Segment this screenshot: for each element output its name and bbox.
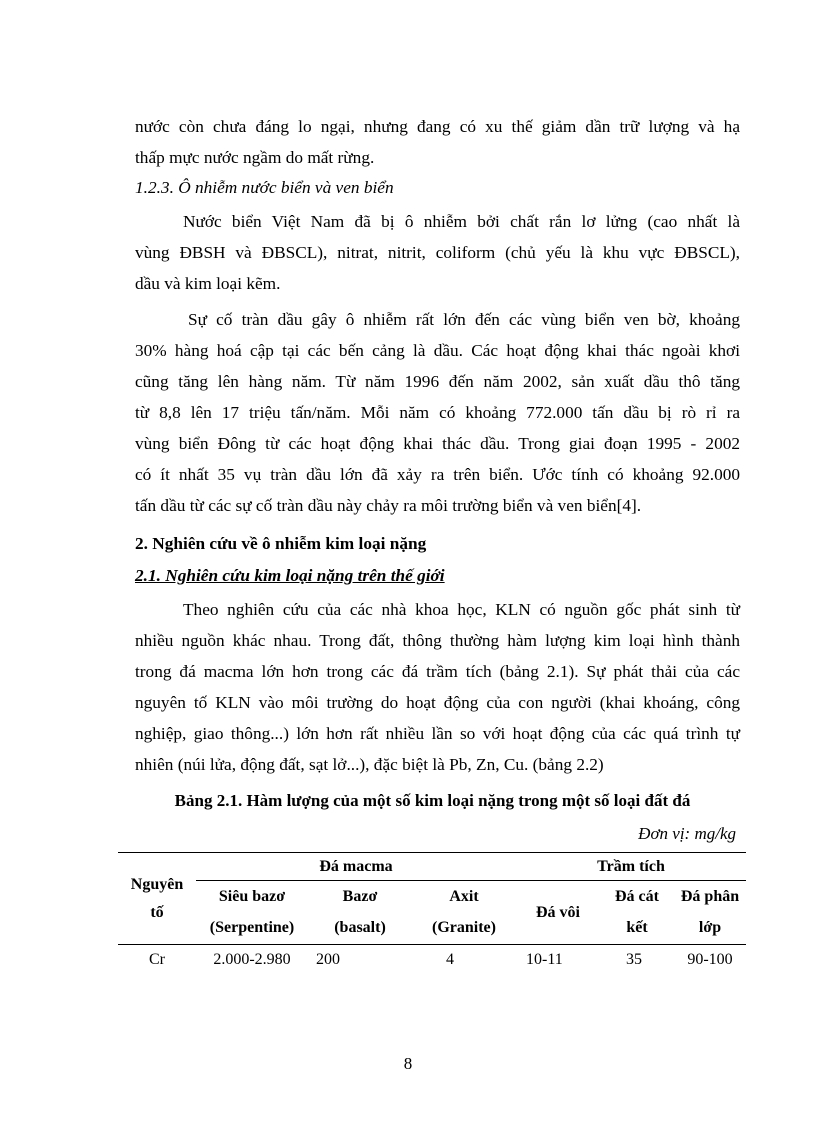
paragraph-heavy-metals (135, 594, 740, 780)
table-title: Bảng 2.1. Hàm lượng của một số kim loại nặng trong một số loại đất đá (174, 791, 691, 810)
text-line: tấn dầu từ các sự cố tràn dầu này chảy ra môi trường biển và ven biển[4]. (135, 496, 642, 515)
cell-value: 35 (626, 950, 642, 968)
text-line: cũng tăng lên hàng năm. Từ năm 1996 đến năm 2002, sản xuất dầu thô tăng (135, 372, 740, 391)
header-line: Axit (449, 887, 479, 905)
paragraph-oil-spill (135, 304, 740, 521)
header-dacatket (600, 881, 674, 913)
header-line: (Granite) (432, 919, 496, 937)
text-line: thấp mực nước ngầm do mất rừng. (135, 148, 375, 167)
section-heading-2-1: 2.1. Nghiên cứu kim loại nặng trên thế giới (135, 566, 445, 585)
header-group-tramtich: Trầm tích (516, 853, 746, 881)
text-line: trong đá macma lớn hơn trong các đá trầm tích (bảng 2.1). Sự phát thải của các (135, 662, 740, 681)
paragraph-intro (135, 111, 740, 173)
header-group-macma: Đá macma (196, 853, 516, 881)
paragraph-sea-pollution (135, 206, 740, 299)
page-number: 8 (403, 1054, 413, 1073)
header-line: (basalt) (334, 919, 386, 937)
header-davoi: Đá vôi (516, 881, 600, 945)
header-bazo (308, 881, 412, 913)
header-line: Siêu bazơ (218, 887, 286, 905)
header-line: Đá cát (615, 887, 659, 905)
header-element-line: tố (150, 903, 164, 921)
text-line: nguyên tố KLN vào môi trường do hoạt động của con người (khai khoáng, công (135, 693, 740, 712)
text-line: dầu và kim loại kẽm. (135, 274, 281, 293)
section-heading-2: 2. Nghiên cứu về ô nhiễm kim loại nặng (135, 534, 427, 553)
text-line: Sự cố tràn dầu gây ô nhiễm rất lớn đến các vùng biển ven bờ, khoảng (188, 310, 740, 329)
text-line: 30% hàng hoá cập tại các bến cảng là dầu. Các hoạt động khai thác ngoài khơi (135, 341, 740, 360)
header-axit-sub (412, 913, 516, 945)
header-line: Bazơ (342, 887, 378, 905)
header-element-line: Nguyên (130, 875, 184, 893)
header-element (118, 853, 196, 945)
cell-value: 200 (316, 950, 340, 968)
text-line: vùng biển Đông từ các hoạt động khai thác dầu. Trong giai đoạn 1995 - 2002 (135, 434, 740, 453)
cell-value: 10-11 (526, 950, 563, 968)
header-line: Đá phân (680, 887, 740, 905)
cell-element: Cr (149, 950, 165, 968)
header-daphanlop-sub (674, 913, 746, 945)
text-line: nước còn chưa đáng lo ngại, nhưng đang có xu thế giảm dần trữ lượng và hạ (135, 117, 740, 136)
header-sieubazo (196, 881, 308, 913)
text-line: có ít nhất 35 vụ tràn dầu lớn đã xảy ra trên biển. Ước tính có khoảng 92.000 (135, 465, 740, 484)
text-line: Theo nghiên cứu của các nhà khoa học, KLN có nguồn gốc phát sinh từ (183, 600, 740, 619)
text-line: nghiệp, giao thông...) lớn hơn rất nhiều lần so với hoạt động của các quá trình tự (135, 724, 740, 743)
header-line: (Serpentine) (209, 919, 295, 937)
cell-value: 4 (446, 950, 454, 968)
cell-value: 90-100 (687, 950, 733, 968)
text-line: từ 8,8 lên 17 triệu tấn/năm. Mỗi năm có khoảng 772.000 tấn dầu bị rò rỉ ra (135, 403, 740, 422)
header-dacatket-sub (600, 913, 674, 945)
text-line: vùng ĐBSH và ĐBSCL), nitrat, nitrit, coliform (chủ yếu là khu vực ĐBSCL), (135, 243, 740, 262)
text-line: nhiều nguồn khác nhau. Trong đất, thông thường hàm lượng kim loại hình thành (135, 631, 740, 650)
table-row (118, 945, 746, 975)
header-axit (412, 881, 516, 913)
header-line: lớp (698, 919, 722, 937)
header-daphanlop (674, 881, 746, 913)
text-line: Nước biển Việt Nam đã bị ô nhiễm bởi chất rắn lơ lửng (cao nhất là (183, 212, 740, 231)
cell-value: 2.000-2.980 (213, 950, 291, 968)
text-line: nhiên (núi lửa, động đất, sạt lở...), đặc biệt là Pb, Zn, Cu. (bảng 2.2) (135, 755, 604, 774)
heavy-metal-table (118, 852, 746, 975)
section-heading-1-2-3: 1.2.3. Ô nhiễm nước biển và ven biển (135, 178, 394, 197)
header-sieubazo-sub (196, 913, 308, 945)
header-bazo-sub (308, 913, 412, 945)
header-line: kết (626, 919, 648, 937)
table-unit: Đơn vị: mg/kg (638, 824, 736, 843)
